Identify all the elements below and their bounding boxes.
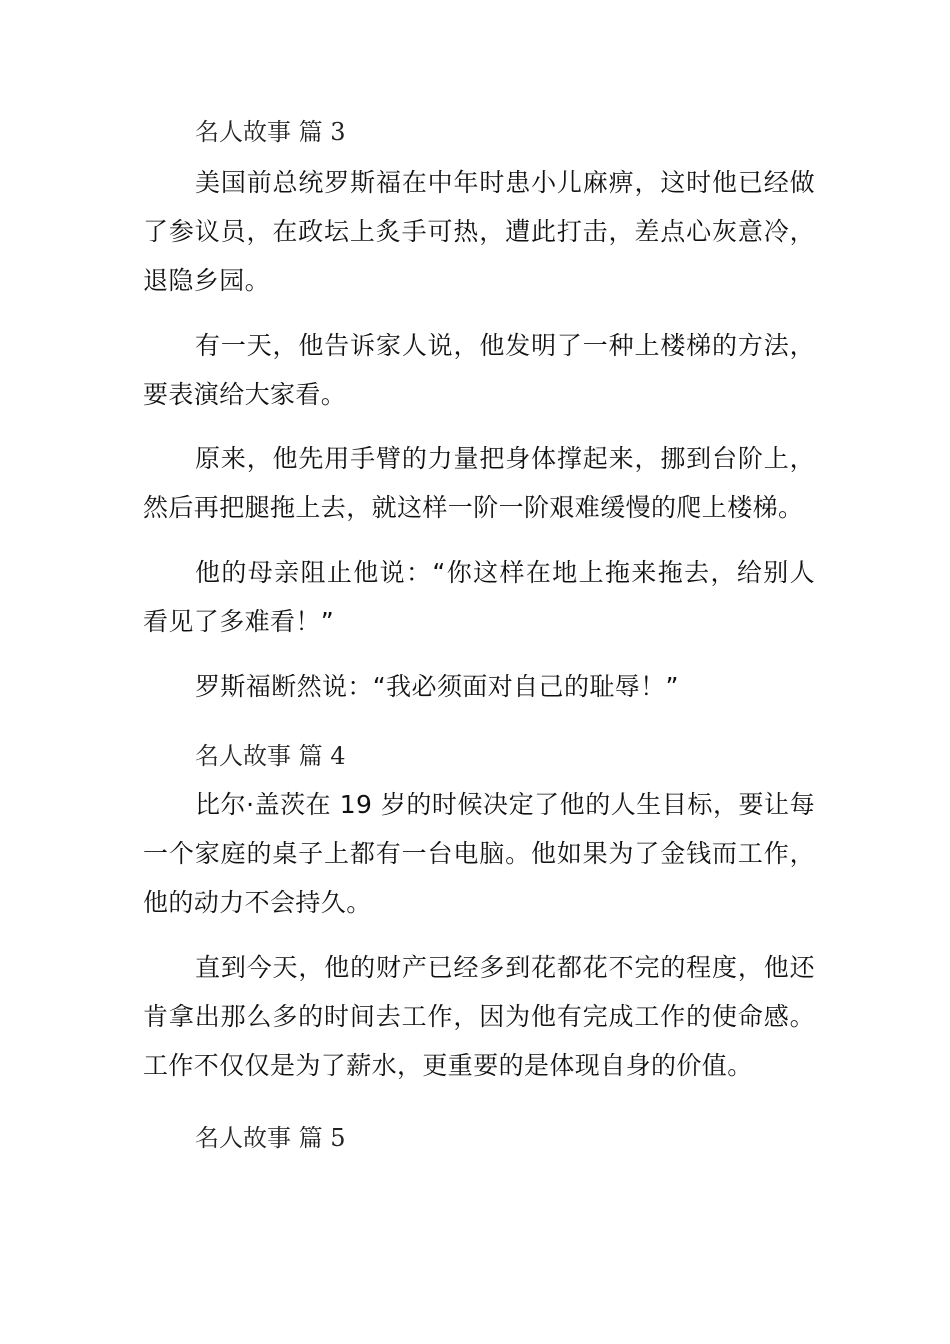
paragraph: 有一天，他告诉家人说，他发明了一种上楼梯的方法，要表演给大家看。 (143, 331, 815, 409)
section-heading-4: 名人故事 篇 4 (195, 742, 346, 770)
section-heading-3: 名人故事 篇 3 (195, 118, 346, 146)
paragraph: 直到今天，他的财产已经多到花都花不完的程度，他还肯拿出那么多的时间去工作，因为他有完成工作的使命感。工作不仅仅是为了薪水，更重要的是体现自身的价值。 (143, 953, 815, 1080)
paragraph: 美国前总统罗斯福在中年时患小儿麻痹，这时他已经做了参议员，在政坛上炙手可热，遭此打击，差点心灰意冷，退隐乡园。 (143, 168, 815, 295)
paragraph: 原来，他先用手臂的力量把身体撑起来，挪到台阶上，然后再把腿拖上去，就这样一阶一阶艰难缓慢的爬上楼梯。 (143, 444, 815, 522)
paragraph: 比尔·盖茨在 19 岁的时候决定了他的人生目标，要让每一个家庭的桌子上都有一台电脑。他如果为了金钱而工作，他的动力不会持久。 (143, 790, 815, 917)
section-heading-5: 名人故事 篇 5 (195, 1124, 346, 1152)
paragraph: 他的母亲阻止他说：“你这样在地上拖来拖去，给别人看见了多难看！” (143, 558, 815, 636)
paragraph: 罗斯福断然说：“我必须面对自己的耻辱！” (195, 672, 679, 701)
